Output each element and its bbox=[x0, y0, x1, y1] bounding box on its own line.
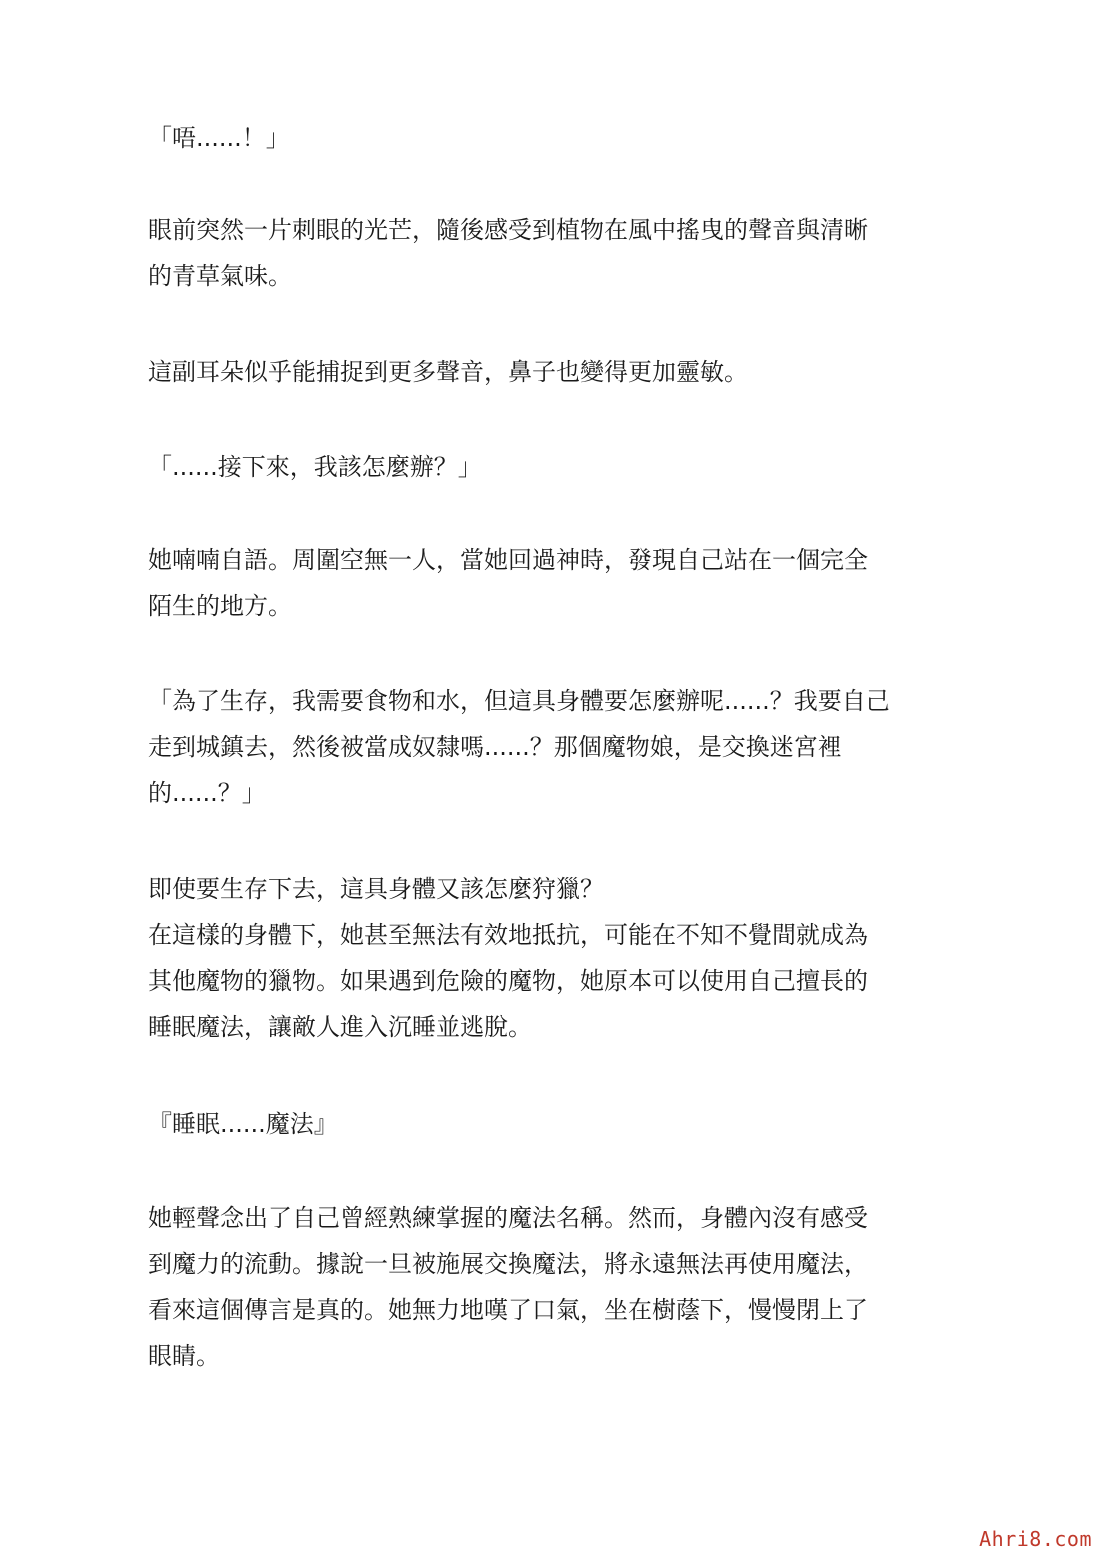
text-line: 即使要生存下去，這具身體又該怎麼狩獵？ bbox=[148, 875, 604, 903]
text-line: 的青草氣味。 bbox=[148, 262, 292, 290]
paragraph-1 bbox=[148, 115, 948, 161]
text-line: 『睡眠......魔法』 bbox=[148, 1110, 338, 1138]
watermark: Ahri8.com bbox=[979, 1527, 1092, 1551]
paragraph-7 bbox=[148, 866, 948, 1050]
text-line: 這副耳朵似乎能捕捉到更多聲音，鼻子也變得更加靈敏。 bbox=[148, 358, 748, 386]
text-line: 走到城鎮去，然後被當成奴隸嗎......？那個魔物娘，是交換迷宮裡 bbox=[148, 733, 842, 761]
paragraph-8 bbox=[148, 1101, 948, 1147]
text-line: 她喃喃自語。周圍空無一人，當她回過神時，發現自己站在一個完全 bbox=[148, 546, 868, 574]
text-line: 「......接下來，我該怎麼辦？」 bbox=[148, 453, 482, 481]
text-line: 看來這個傳言是真的。她無力地嘆了口氣，坐在樹蔭下，慢慢閉上了 bbox=[148, 1296, 868, 1324]
paragraph-4 bbox=[148, 444, 948, 490]
text-line: 「為了生存，我需要食物和水，但這具身體要怎麼辦呢......？我要自己 bbox=[148, 687, 890, 715]
text-line: 「唔......！」 bbox=[148, 124, 290, 152]
text-line: 在這樣的身體下，她甚至無法有效地抵抗，可能在不知不覺間就成為 bbox=[148, 921, 868, 949]
paragraph-2 bbox=[148, 207, 948, 299]
paragraph-9 bbox=[148, 1195, 948, 1379]
text-line: 其他魔物的獵物。如果遇到危險的魔物，她原本可以使用自己擅長的 bbox=[148, 967, 868, 995]
text-line: 睡眠魔法，讓敵人進入沉睡並逃脫。 bbox=[148, 1013, 532, 1041]
text-line: 的......？」 bbox=[148, 779, 266, 807]
text-line: 眼前突然一片刺眼的光芒，隨後感受到植物在風中搖曳的聲音與清晰 bbox=[148, 216, 868, 244]
paragraph-5 bbox=[148, 537, 948, 629]
text-line: 眼睛。 bbox=[148, 1342, 220, 1370]
paragraph-6 bbox=[148, 678, 948, 816]
text-line: 到魔力的流動。據說一旦被施展交換魔法，將永遠無法再使用魔法， bbox=[148, 1250, 868, 1278]
text-line: 她輕聲念出了自己曾經熟練掌握的魔法名稱。然而，身體內沒有感受 bbox=[148, 1204, 868, 1232]
text-line: 陌生的地方。 bbox=[148, 592, 292, 620]
document-page bbox=[148, 0, 948, 1555]
paragraph-3 bbox=[148, 349, 948, 395]
